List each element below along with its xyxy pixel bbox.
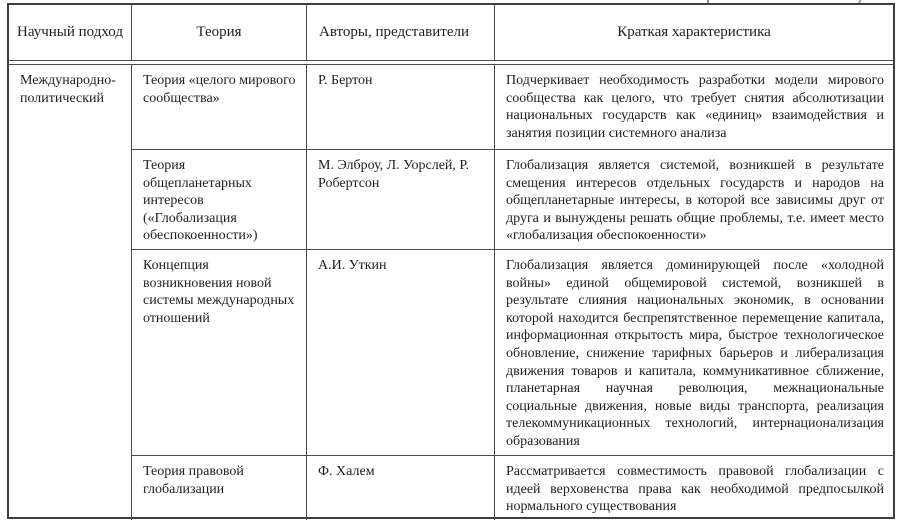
theory-cell: Теория «целого мирового сообщества» <box>131 65 306 150</box>
column-header-description: Краткая характеристика <box>494 5 893 60</box>
description-cell: Глобализация является системой, возникшей в результате смещения интересов отдельных государств и народов на общепланетарные интересы, в которой все зависимы друг от друга и вынуждены решать общие проблемы, т.е. имеет место «глобализация обеспокоенности» <box>494 150 893 250</box>
description-cell: Глобализация является доминирующей после «холодной войны» единой общемировой системой, возникшей в результате слияния национальных экономик, в основании которой находится беспрепятственное перемещение капитала, информационная открытость мира, быстрое технологическое обновление, снижение тарифных барьеров и либерализация движения товаров и капитала, коммуникативное сближение, планетарная научная революция, межнациональные социальные движения, новые виды транспорта, реализация телекоммуникационных технологий, интернационализация образования <box>494 250 893 456</box>
globalization-theories-table <box>7 3 895 519</box>
column-header-theory: Теория <box>131 5 306 60</box>
theory-cell: Концепция возникновения новой системы международных отношений <box>131 250 306 456</box>
description-cell: Подчеркивает необходимость разработки модели мирового сообщества как целого, что требует снятия абсолютизации национальных государств как «единиц» взаимодействия и занятия позиции системного анализа <box>494 65 893 150</box>
authors-cell: А.И. Уткин <box>306 250 494 456</box>
authors-cell: Ф. Халем <box>306 456 494 520</box>
authors-cell: Р. Бертон <box>306 65 494 150</box>
authors-cell: М. Элброу, Л. Уорслей, Р. Робертсон <box>306 150 494 250</box>
table-body <box>9 65 893 520</box>
theory-cell: Теория общепланетарных интересов («Глобализация обеспокоенности») <box>131 150 306 250</box>
column-header-scientific-approach: Научный подход <box>17 24 124 40</box>
approach-cell: Международно-политический <box>20 73 116 106</box>
table-header-row <box>9 5 893 61</box>
column-header-authors: Авторы, представители <box>306 5 494 60</box>
description-cell: Рассматривается совместимость правовой глобализации с идеей верховенства права как необходимой предпосылкой нормального существования <box>494 456 893 520</box>
theory-cell: Теория правовой глобализации <box>131 456 306 520</box>
